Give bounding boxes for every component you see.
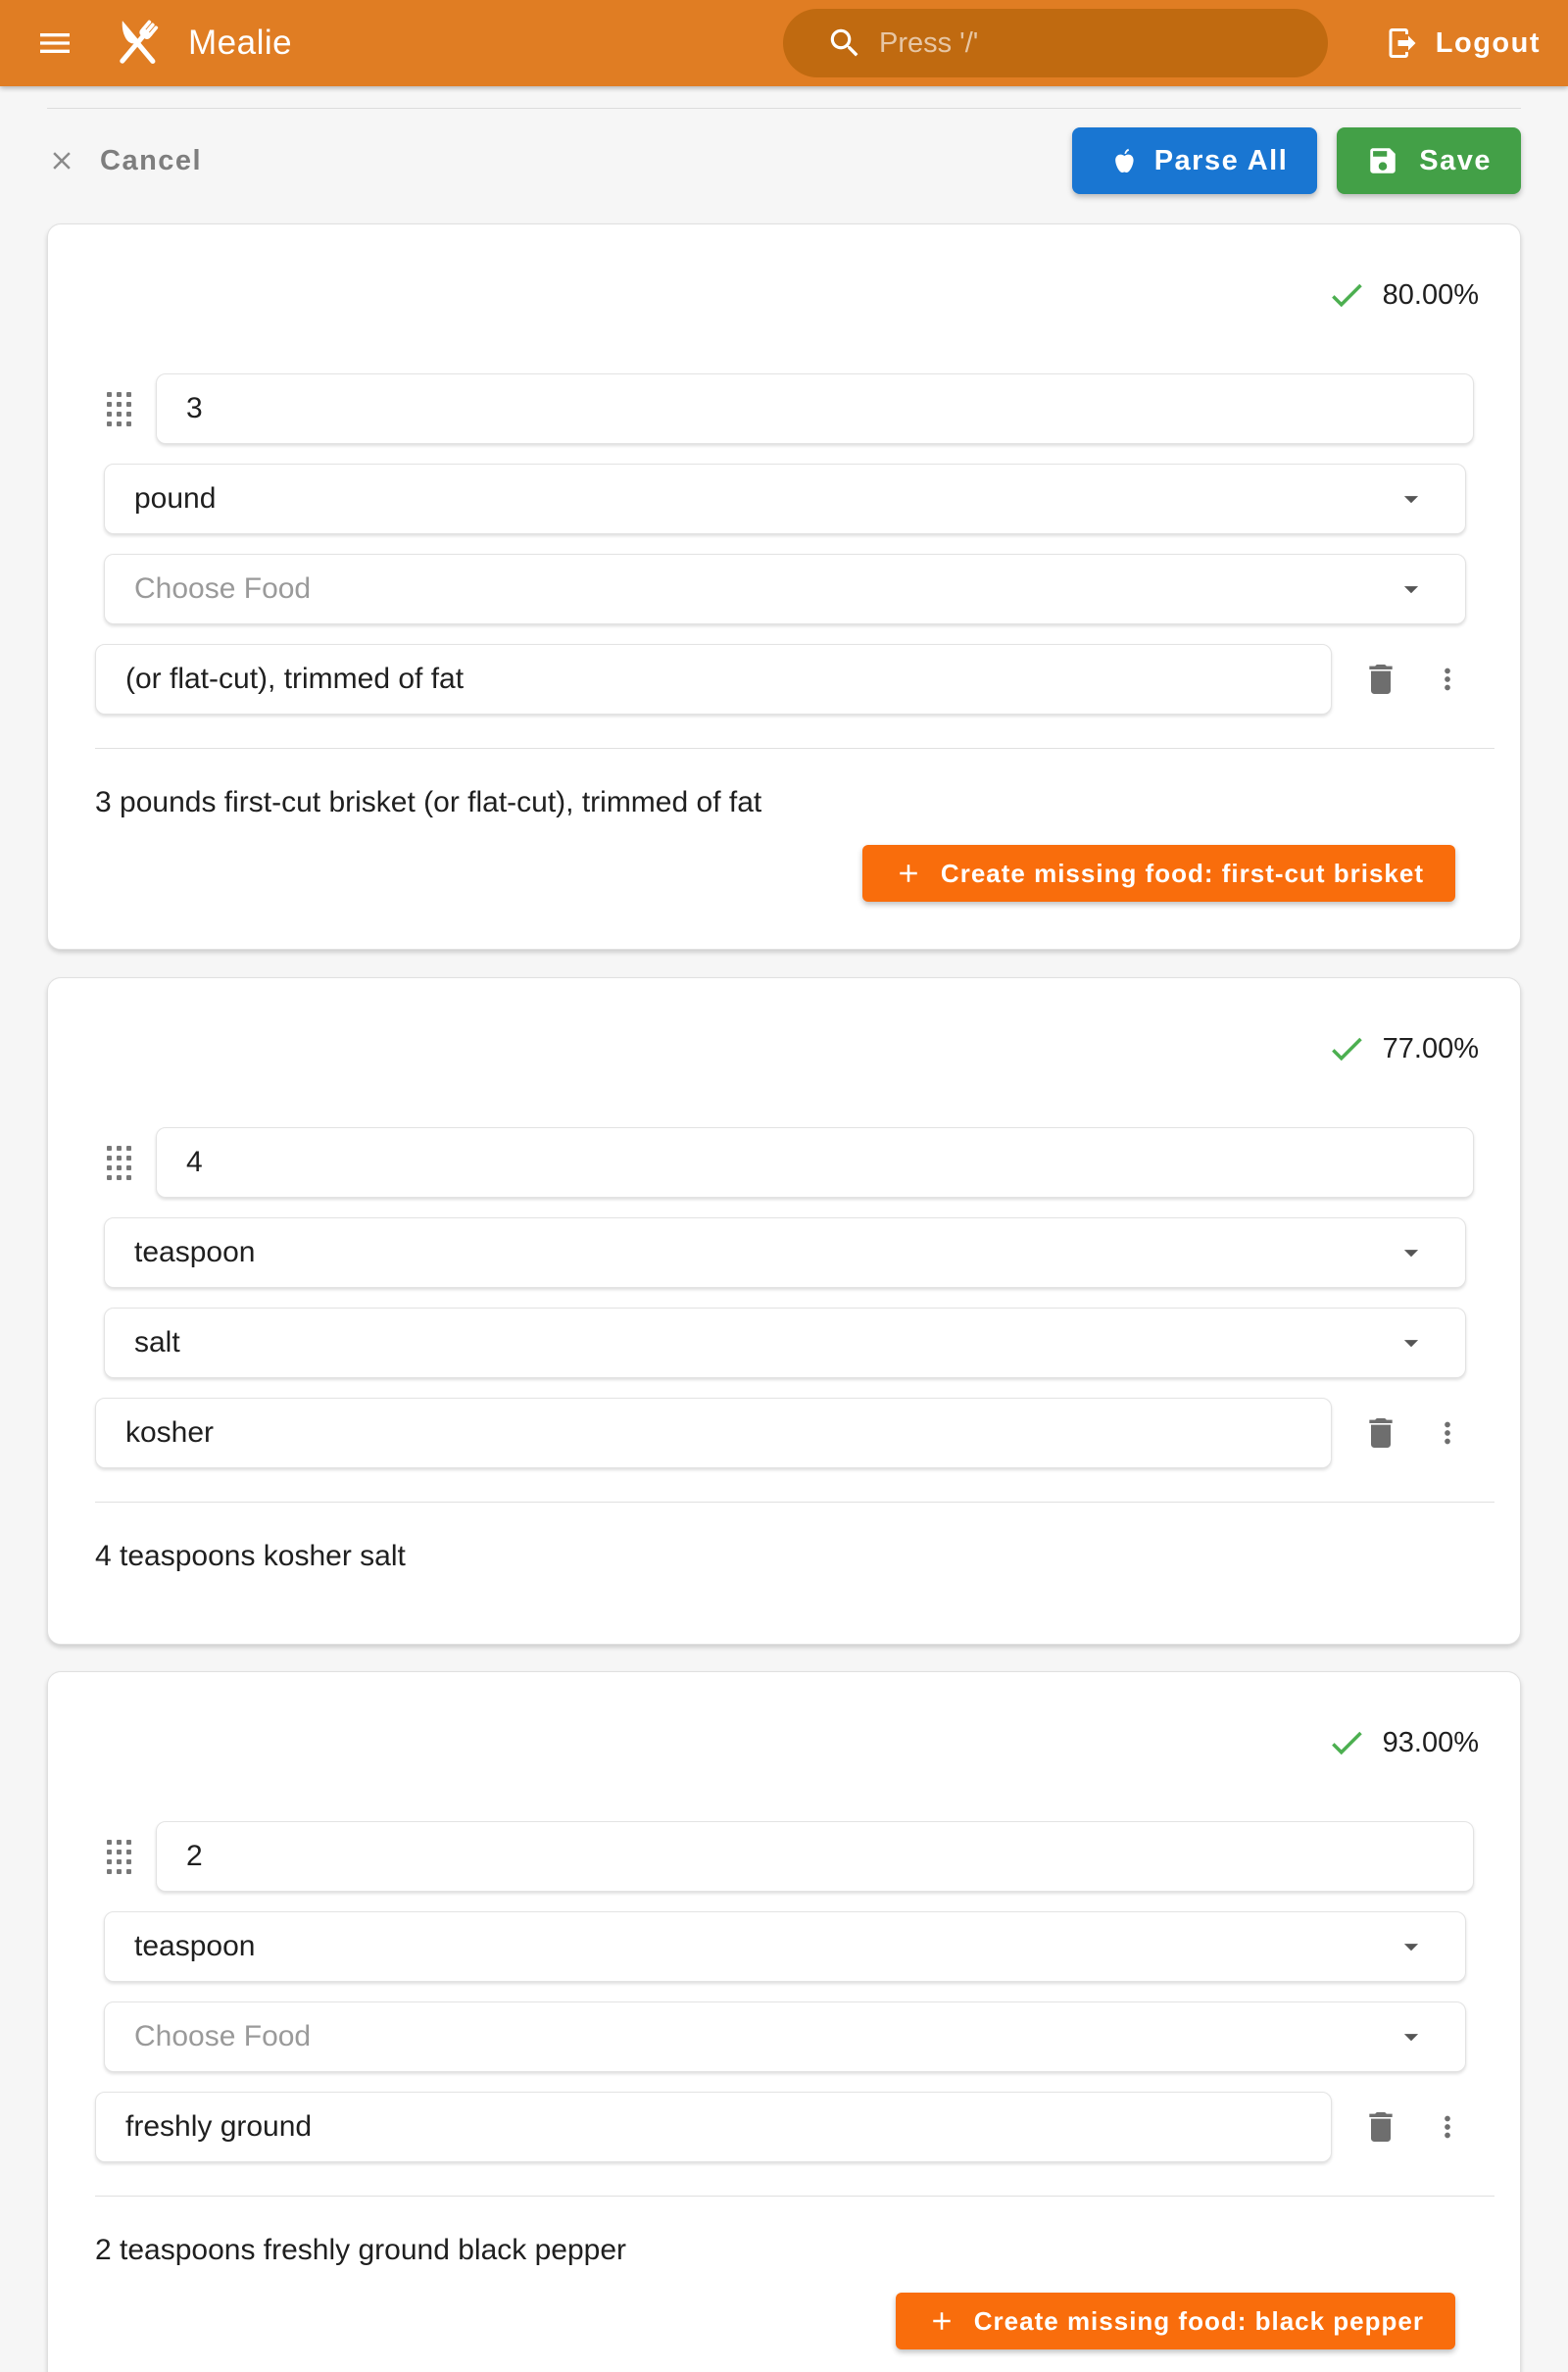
kebab-icon [1431,1416,1464,1450]
app-title: Mealie [188,24,293,62]
delete-ingredient-button[interactable] [1359,658,1402,701]
search-icon [826,25,863,62]
save-icon [1366,144,1399,177]
create-missing-food-label: Create missing food: black pepper [973,2305,1424,2336]
ingredient-card [47,1671,1521,2372]
editor-toolbar [47,127,1521,194]
apple-icon [1102,144,1135,177]
plus-icon [894,859,923,888]
card-divider [95,1502,1494,1503]
search-input[interactable] [879,27,1251,60]
chevron-down-icon [1395,572,1428,606]
confidence-value: 93.00% [1382,1726,1479,1758]
check-icon [1326,1722,1367,1763]
unit-value: pound [134,482,217,515]
food-select[interactable] [104,554,1466,624]
delete-ingredient-button[interactable] [1359,2105,1402,2149]
delete-ingredient-button[interactable] [1359,1411,1402,1455]
drag-handle-icon[interactable] [105,1837,132,1876]
food-placeholder: Choose Food [134,572,312,605]
unit-select[interactable] [104,1911,1466,1982]
parse-all-label: Parse All [1153,144,1289,176]
cancel-button[interactable] [47,145,202,177]
trash-icon [1361,2107,1400,2147]
unit-value: teaspoon [134,1236,256,1268]
app-header [0,0,1568,86]
card-divider [95,748,1494,749]
menu-icon[interactable] [33,22,76,65]
food-placeholder: Choose Food [134,2020,312,2052]
confidence-row [48,1025,1520,1072]
chevron-down-icon [1395,482,1428,516]
create-missing-food-label: Create missing food: first-cut brisket [940,858,1424,888]
save-label: Save [1419,144,1492,176]
check-icon [1326,1028,1367,1069]
original-ingredient-text: 4 teaspoons kosher salt [95,1540,406,1572]
food-select[interactable] [104,1308,1466,1378]
ingredient-menu-button[interactable] [1428,2107,1467,2147]
chevron-down-icon [1395,2020,1428,2053]
plus-icon [927,2306,956,2336]
original-ingredient-text: 2 teaspoons freshly ground black pepper [95,2234,627,2266]
note-input[interactable] [95,1398,1332,1468]
food-value: salt [134,1326,180,1359]
confidence-row [48,272,1520,319]
original-ingredient-text: 3 pounds first-cut brisket (or flat-cut), trimmed of fat [95,786,762,818]
amount-input[interactable] [156,373,1474,444]
create-missing-food-button[interactable] [896,2293,1455,2349]
check-icon [1326,274,1367,316]
content-divider [47,108,1521,109]
ingredient-card [47,223,1521,950]
trash-icon [1361,1413,1400,1453]
unit-select[interactable] [104,1217,1466,1288]
drag-handle-icon[interactable] [105,389,132,428]
close-icon [47,146,76,175]
amount-input[interactable] [156,1127,1474,1198]
ingredient-menu-button[interactable] [1428,1413,1467,1453]
logout-label: Logout [1435,26,1541,59]
confidence-value: 77.00% [1382,1032,1479,1064]
cancel-label: Cancel [100,144,203,176]
ingredient-card [47,977,1521,1645]
mealie-logo [104,10,171,76]
confidence-value: 80.00% [1382,278,1479,311]
note-input[interactable] [95,2092,1332,2162]
chevron-down-icon [1395,1930,1428,1963]
card-divider [95,2196,1494,2197]
chevron-down-icon [1395,1326,1428,1359]
confidence-row [48,1719,1520,1766]
parse-all-button[interactable] [1072,127,1318,194]
ingredient-menu-button[interactable] [1428,660,1467,699]
search-bar[interactable] [783,9,1328,77]
food-select[interactable] [104,2001,1466,2072]
logout-button[interactable] [1385,0,1541,86]
trash-icon [1361,660,1400,699]
logout-icon [1385,25,1420,61]
note-input[interactable] [95,644,1332,715]
create-missing-food-button[interactable] [862,845,1455,902]
unit-value: teaspoon [134,1930,256,1962]
drag-handle-icon[interactable] [105,1143,132,1182]
amount-input[interactable] [156,1821,1474,1892]
kebab-icon [1431,2110,1464,2144]
chevron-down-icon [1395,1236,1428,1269]
unit-select[interactable] [104,464,1466,534]
kebab-icon [1431,663,1464,696]
save-button[interactable] [1337,127,1521,194]
